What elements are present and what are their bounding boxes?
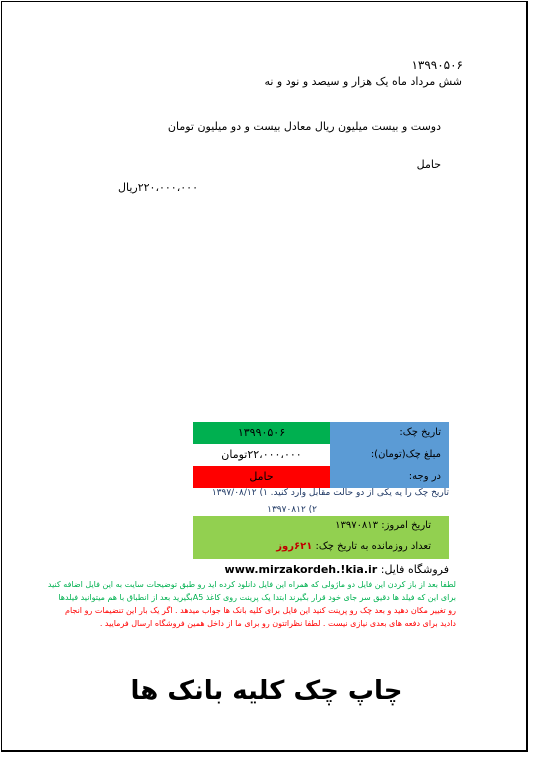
check-date-number: ۱۳۹۹۰۵۰۶ (411, 58, 463, 72)
date-format-note: تاریخ چک را یه یکی از دو حالت مقابل وارد کنید. ۱) ۱۳۹۷/۰۸/۱۲ (211, 488, 449, 498)
check-amount-cell[interactable]: ۲۲،۰۰۰،۰۰۰تومان (193, 444, 330, 466)
today-date-value: ۱۳۹۷۰۸۱۳ (335, 520, 379, 531)
instructions-green (47, 578, 456, 604)
check-amount-label: مبلغ چک(تومان): (330, 444, 449, 466)
today-date-label: تاریخ امروز: (381, 520, 431, 531)
check-date-label: تاریخ چک: (330, 422, 449, 444)
info-row-amount (193, 444, 449, 466)
store-line (225, 563, 449, 576)
instruction-line: برای این که فیلد ها دقیق سر جای خود قرار بگیرند ابتدا یک پرینت روی کاغذ A5بگیرید بعد از انطباق با هم میتوانید فیلدها (58, 593, 456, 602)
store-label: فروشگاه فایل: (380, 563, 449, 576)
instruction-line: دادید برای دفعه های بعدی نیازی نیست . لطفا نظراتتون رو برای ما از داخل همین فروشگاه ارسال فرمایید . (99, 619, 456, 628)
instructions-red (65, 604, 456, 630)
check-payee-cell[interactable]: حامل (193, 466, 330, 488)
check-date-words: شش مرداد ماه یک هزار و سیصد و نود و نه (264, 75, 462, 88)
check-amount-words: دوست و بیست میلیون ریال معادل بیست و دو میلیون تومان (167, 120, 441, 133)
page-frame (1, 1, 528, 752)
info-row-payee (193, 466, 449, 488)
info-row-date (193, 422, 449, 444)
days-remaining-label: تعداد روزمانده به تاریخ چک: (315, 541, 431, 552)
check-info-table (193, 422, 449, 488)
date-format-example: ۲) ۱۳۹۷۰۸۱۲ (267, 505, 317, 515)
today-date-line (335, 520, 431, 531)
check-date-cell[interactable]: ۱۳۹۹۰۵۰۶ (193, 422, 330, 444)
days-remaining-line (276, 541, 431, 552)
store-url-link[interactable]: www.mirzakordeh.!kia.ir (224, 563, 378, 576)
days-remaining-value: ۶۲۱روز (276, 541, 313, 552)
instruction-line: لطفا بعد از باز کردن این فایل دو ماژولی که همراه این فایل دانلود کرده اید رو طبق توضیحات سایت به این فایل اضافه کنید (47, 580, 456, 589)
page-title: چاپ چک کلیه بانک ها (130, 676, 403, 706)
check-payee: حامل (416, 158, 441, 171)
instruction-line: رو تغییر مکان دهید و بعد چک رو پرینت کنید این فایل برای کلیه بانک ها جواب میدهد . اگر یک بار این تنضیمات رو انجام (65, 606, 456, 615)
today-info-box (193, 516, 449, 559)
check-payee-label: در وجه: (330, 466, 449, 488)
check-amount-number: ۲۲۰،۰۰۰،۰۰۰ریال (118, 181, 198, 194)
